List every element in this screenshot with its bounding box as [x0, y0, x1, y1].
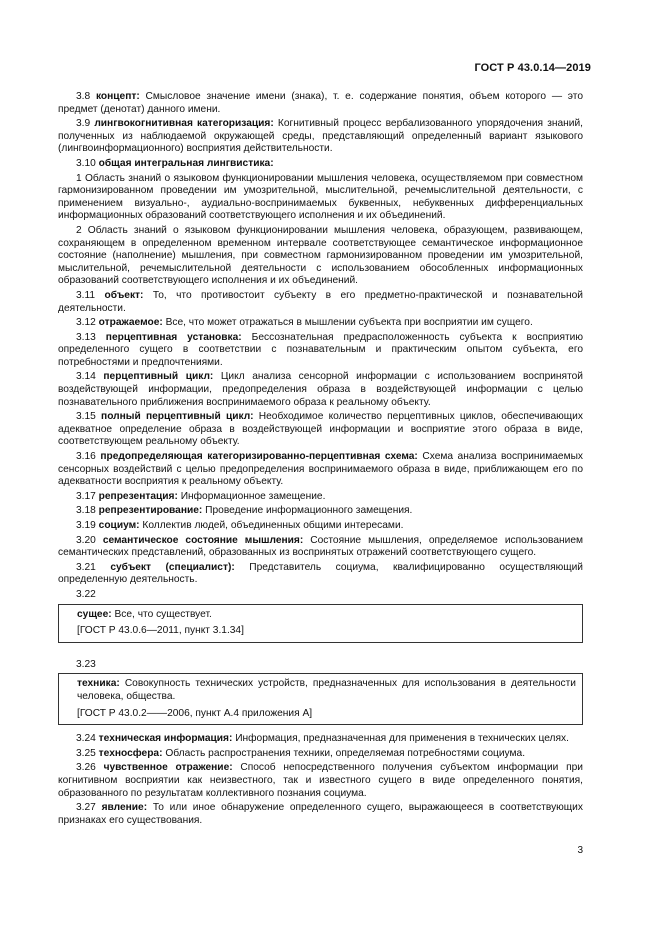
entry-number: 3.27 — [76, 802, 96, 814]
entry-term: перцептивный цикл: — [103, 371, 214, 383]
entry-number: 3.16 — [76, 451, 96, 463]
entry-term: объект: — [104, 289, 144, 301]
entry-definition: Необходимое количество перцептивных циклов, обеспечивающих адекватное определение образа в воздействующей информации и восприятие этого образа в виде, соответствующем реальному объекту. — [58, 411, 583, 448]
entry-3-13 — [58, 332, 583, 370]
entry-3-18 — [58, 505, 583, 518]
entry-definition: Информация, предназначенная для применения в технических целях. — [235, 733, 569, 745]
entry-3-22 — [77, 609, 576, 622]
entry-3-23 — [77, 678, 576, 703]
entry-3-9 — [58, 118, 583, 156]
entry-number: 3.26 — [76, 762, 96, 774]
entry-3-11 — [58, 290, 583, 315]
entry-term: репрезентация: — [98, 490, 178, 502]
document-body — [58, 91, 583, 829]
entry-3-22-box — [58, 604, 583, 643]
page-number: 3 — [577, 845, 583, 856]
entry-term: лингвокогнитивная категоризация: — [94, 118, 274, 130]
entry-3-12 — [58, 317, 583, 330]
entry-3-17 — [58, 491, 583, 504]
entry-definition: Бессознательная предрасположенность субъекта к восприятию определенного сущего в соответствии с познавательным и практическим опытом субъекта, его потребностями и предпочтениями. — [58, 331, 583, 368]
entry-3-10 — [58, 158, 583, 171]
entry-3-22-source: [ГОСТ Р 43.0.6—2011, пункт 3.1.34] — [77, 625, 244, 637]
entry-term: чувственное отражение: — [103, 762, 233, 774]
entry-definition: Когнитивный процесс вербализованного упорядочения знаний, полученных из наблюдаемой окружающей среды, представляющий определенный вариант языкового (лингвоинформационного) восприятия действительности. — [58, 118, 583, 155]
entry-number: 3.17 — [76, 490, 96, 502]
entry-term: семантическое состояние мышления: — [102, 534, 304, 546]
entry-3-25 — [58, 748, 583, 761]
entry-definition: Все, что может отражаться в мышлении субъекта при восприятии им сущего. — [165, 317, 533, 329]
entry-definition: Способ непосредственного получения субъектом информации при когнитивном восприятии как неизвестного, так и известного сущего в виде определенного понятия, образованного по результатам коллективного познания социума. — [58, 762, 583, 799]
entry-term: явление: — [101, 802, 148, 814]
entry-number: 3.15 — [76, 411, 96, 423]
entry-definition: Проведение информационного замещения. — [205, 505, 413, 517]
entry-3-16 — [58, 451, 583, 489]
entry-3-23-box — [58, 673, 583, 725]
entry-3-14 — [58, 371, 583, 409]
entry-3-27 — [58, 802, 583, 827]
entry-3-21 — [58, 562, 583, 587]
entry-term: перцептивная установка: — [105, 331, 242, 343]
entry-number: 3.12 — [76, 317, 96, 329]
entry-number: 3.18 — [76, 505, 96, 517]
entry-term: предопределяющая категоризированно-перцептивная схема: — [100, 451, 418, 463]
entry-definition: Представитель социума, квалифицированно осуществляющий определенную деятельность. — [58, 561, 583, 586]
entry-3-15 — [58, 411, 583, 449]
entry-term: техносфера: — [98, 747, 163, 759]
entry-number: 3.10 — [76, 157, 96, 169]
entry-definition: Состояние мышления, определяемое использованием семантических представлений, образованных из воспринятых отражений соответствующего сущего. — [58, 534, 583, 559]
entry-3-24 — [58, 733, 583, 746]
entry-number: 3.9 — [76, 118, 91, 130]
entry-3-10-note-1: 1 Область знаний о языковом функционировании мышления человека, осуществляемом при совместном гармонизированном проведении им умозрительной, мыслительной, речемыслительной деятельности, с применением визуально-, аудиально-воспринимаемых буквенных, небуквенных дифференциальных информационных образований соответствующего исполнения и их объединений. — [58, 172, 583, 222]
entry-number: 3.11 — [76, 289, 96, 301]
entry-term: полный перцептивный цикл: — [101, 411, 254, 423]
entry-definition: Область распространения техники, определяемая потребностями социума. — [165, 747, 526, 759]
entry-definition: Коллектив людей, объединенных общими интересами. — [142, 520, 404, 531]
entry-number: 3.24 — [76, 733, 96, 745]
entry-term: техническая информация: — [98, 733, 233, 745]
entry-term: субъект (специалист): — [110, 561, 235, 573]
entry-number: 3.13 — [76, 331, 96, 343]
entry-definition: Информационное замещение. — [180, 490, 326, 502]
entry-number: 3.14 — [76, 371, 96, 383]
entry-term: репрезентирование: — [98, 505, 203, 517]
entry-3-19 — [58, 520, 583, 533]
entry-term: отражаемое: — [98, 317, 163, 329]
entry-3-10-note-2: 2 Область знаний о языковом функционировании мышления человека, образующем, развивающем, сохраняющем в определенном временном интервале соответствующее семантическое информационное состояние (наполнение) мышления, при совместном гармонизированном проведении им умозрительной, мыслительной, речемыслительной деятельности с использованием обособленных информационных образований соответствующего исполнения и их объединений. — [58, 224, 583, 287]
entry-number: 3.25 — [76, 747, 96, 759]
entry-definition: То, что противостоит субъекту в его предметно-практической и познавательной деятельности. — [58, 289, 584, 314]
entry-number: 3.20 — [76, 534, 96, 546]
entry-number: 3.19 — [76, 520, 96, 531]
entry-3-23-number: 3.23 — [76, 658, 96, 670]
entry-term: техника: — [77, 678, 120, 690]
entry-number: 3.21 — [76, 561, 96, 573]
entry-number: 3.8 — [76, 91, 91, 102]
entry-definition: То или иное обнаружение определенного сущего, выражающееся в соответствующих признаках его существования. — [58, 802, 583, 826]
entry-3-20 — [58, 535, 583, 560]
entry-3-26 — [58, 762, 583, 800]
entry-definition: Схема анализа воспринимаемых сенсорных воздействий с целью предопределения воспринимаемого образа в виде, приближающем его по адекватности восприятия к реальному объекту. — [58, 451, 584, 488]
entry-3-22-number: 3.22 — [76, 588, 96, 600]
entry-term: сущее: — [77, 608, 112, 620]
entry-term: социум: — [98, 520, 140, 531]
entry-term: концепт: — [95, 91, 140, 102]
entry-definition: Совокупность технических устройств, предназначенных для использования в деятельности человека, общества. — [77, 678, 576, 702]
entry-3-23-source: [ГОСТ Р 43.0.2——2006, пункт А.4 приложения А] — [77, 707, 313, 719]
document-header: ГОСТ Р 43.0.14—2019 — [474, 62, 591, 74]
entry-definition: Цикл анализа сенсорной информации с использованием воспринятой воздействующей информации, предопределения образа в воздействующей информации с целью познавательного приближения воспринимаемого образа к реальному объекту. — [58, 371, 583, 408]
entry-definition: Все, что существует. — [114, 608, 212, 620]
entry-term: общая интегральная лингвистика: — [98, 157, 274, 169]
entry-definition: Смысловое значение имени (знака), т. е. содержание понятия, объем которого — это предмет (денотат) данного имени. — [58, 91, 583, 115]
entry-3-8 — [58, 91, 583, 116]
